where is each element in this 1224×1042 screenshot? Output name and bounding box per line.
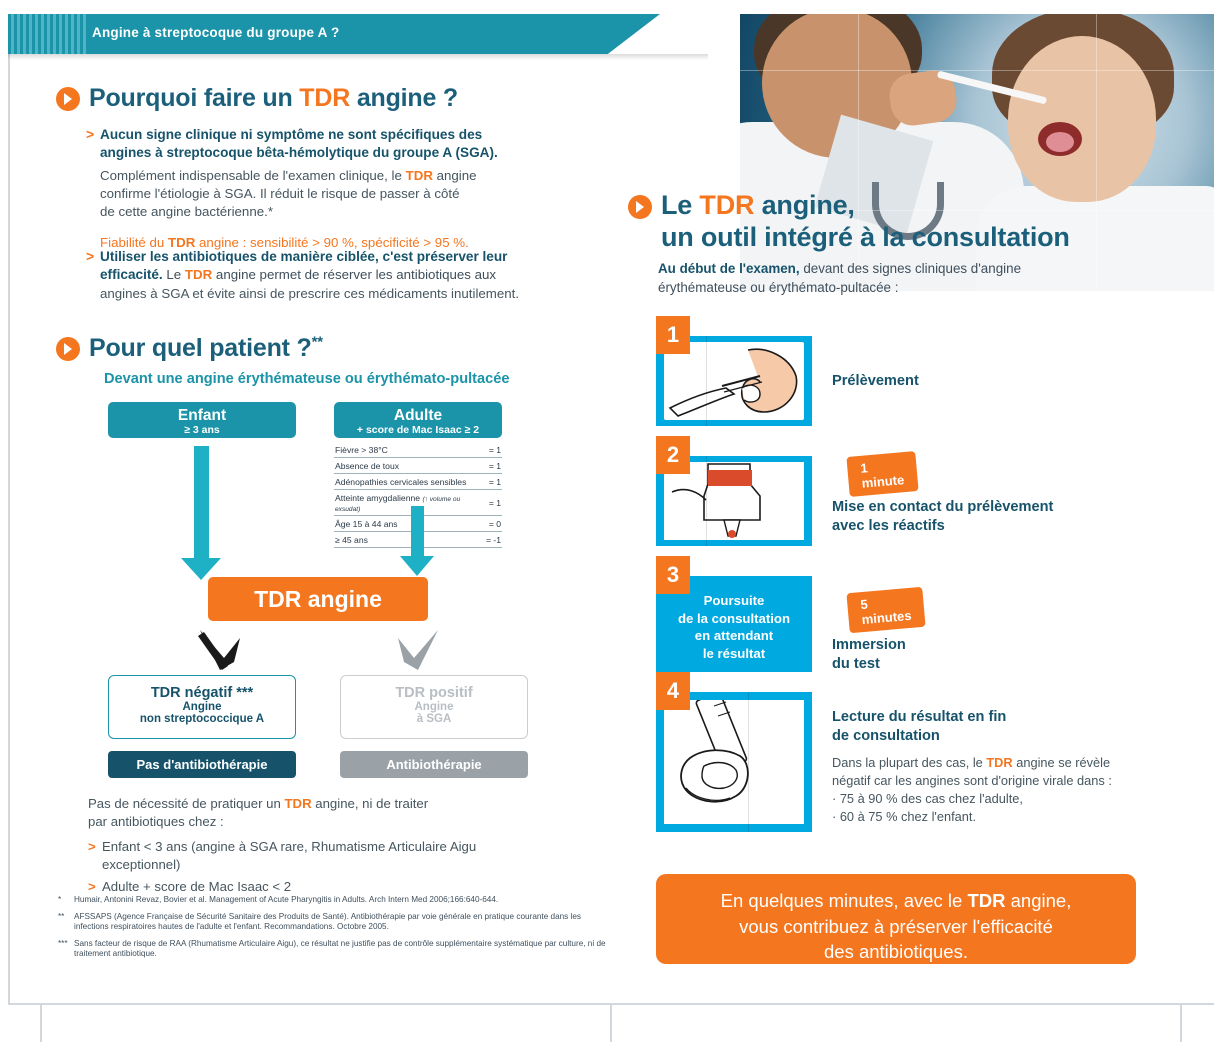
result-positive-line2: Angine bbox=[414, 701, 454, 713]
after-item2: Adulte + score de Mac Isaac < 2 bbox=[102, 878, 292, 894]
item1-sub bbox=[100, 167, 596, 185]
result-positive-line3: à SGA bbox=[416, 713, 452, 725]
step-1-label: Prélèvement bbox=[832, 373, 919, 389]
item2-sub-line2: angines à SGA et évite ainsi de prescrire ces médicaments inutilement. bbox=[100, 285, 520, 301]
section3-sub-line2: érythémateuse ou érythémato-pultacée : bbox=[658, 279, 899, 295]
step-4-body-tdr: TDR bbox=[986, 755, 1013, 770]
final-line1-tdr: TDR bbox=[967, 890, 1006, 911]
item2-sub-tdr: TDR bbox=[184, 267, 213, 283]
step-3-inner-line2: de la consultation bbox=[677, 610, 791, 626]
mac-isaac-criterion: Fièvre > 38°C bbox=[334, 442, 472, 458]
section2-heading-note: ** bbox=[311, 333, 323, 351]
result-negative-box bbox=[108, 675, 296, 739]
box-adulte-sub: + score de Mac Isaac ≥ 2 bbox=[356, 424, 480, 437]
step-2-number: 2 bbox=[656, 436, 690, 474]
step-3-inner-line4: le résultat bbox=[702, 646, 766, 662]
arrow-enfant-shaft bbox=[194, 446, 209, 564]
crop-tick-right bbox=[1180, 1004, 1182, 1042]
footnote bbox=[58, 912, 606, 933]
step-3-time-badge: 5 minutes bbox=[846, 587, 925, 633]
arrow-adulte-head bbox=[400, 556, 434, 576]
pill-no-antibiotic: Pas d'antibiothérapie bbox=[108, 751, 296, 778]
section3-sub-rest: devant des signes cliniques d'angine bbox=[799, 261, 1022, 276]
item1-sub-b: angine bbox=[432, 167, 477, 183]
pill-antibiotic: Antibiothérapie bbox=[340, 751, 528, 778]
mac-isaac-row bbox=[334, 458, 502, 474]
footnote-text: AFSSAPS (Agence Française de Sécurité Sanitaire des Produits de Santé). Antibiothérapie par voie générale en pratique courante dans les infections respiratoires hautes de l'adulte et l'enfant. Recommandations. Octobre 2005. bbox=[74, 911, 582, 931]
step-4-image bbox=[656, 692, 812, 832]
step-4-body-line3: · 75 à 90 % des cas chez l'adulte, bbox=[832, 791, 1023, 807]
step-4-body-line4: · 60 à 75 % chez l'enfant. bbox=[832, 809, 977, 825]
footnote-text: Humair, Antonini Revaz, Bovier et al. Management of Acute Pharyngitis in Adults. Arch Intern Med 2006;166:640-644. bbox=[74, 895, 499, 904]
section3-heading-line2: un outil intégré à la consultation bbox=[661, 222, 1070, 253]
step-4-number: 4 bbox=[656, 672, 690, 710]
footnote-text: Sans facteur de risque de RAA (Rhumatisme Articulaire Aigu), ce résultat ne justifie pas de contrôle supplémentaire systématique par culture, ni de traitement antibiotique. bbox=[74, 938, 606, 958]
step-1-number: 1 bbox=[656, 316, 690, 354]
step-4-label-line2: de consultation bbox=[832, 727, 940, 744]
footnote-marker: *** bbox=[58, 938, 68, 948]
after-line1-b: angine, ni de traiter bbox=[311, 796, 429, 811]
section2-subheading: Devant une angine érythémateuse ou érythémato-pultacée bbox=[104, 371, 510, 387]
section3-heading-part2: angine, bbox=[754, 190, 855, 220]
crop-tick-center bbox=[610, 1004, 612, 1042]
item2-line2 bbox=[100, 266, 596, 284]
crop-tick-left bbox=[40, 1004, 42, 1042]
reliability-b: angine : sensibilité > 90 %, spécificité > 95 %. bbox=[195, 234, 469, 250]
mac-isaac-value: = 1 bbox=[472, 458, 502, 474]
section3-heading bbox=[628, 190, 1148, 252]
section3-heading-part1: Le bbox=[661, 190, 700, 220]
after-item1-l1: Enfant < 3 ans (angine à SGA rare, Rhumatisme Articulaire Aigu bbox=[102, 838, 477, 854]
box-adulte bbox=[334, 402, 502, 438]
step-4-body bbox=[832, 754, 1172, 827]
result-negative-line2: Angine bbox=[182, 701, 222, 713]
chevron-bullet-icon: > bbox=[86, 248, 95, 264]
section1-heading-part2: angine ? bbox=[350, 84, 459, 112]
final-line3: des antibiotiques. bbox=[824, 941, 968, 963]
mac-isaac-value: = 1 bbox=[472, 442, 502, 458]
item2-sub-a: Le bbox=[162, 267, 185, 283]
frame-left-rule bbox=[8, 14, 10, 1004]
item2-sub-b: angine permet de réserver les antibiotiques aux bbox=[212, 267, 497, 283]
arrow-bullet-icon bbox=[628, 195, 652, 219]
footnotes bbox=[58, 895, 606, 966]
step-2-time-badge: 1 minute bbox=[846, 451, 918, 497]
item1-sub-line2: confirme l'étiologie à SGA. Il réduit le risque de passer à côté bbox=[100, 186, 460, 202]
arrow-positive-icon bbox=[386, 628, 446, 672]
reliability-tdr: TDR bbox=[168, 234, 196, 250]
mac-isaac-value: = -1 bbox=[472, 532, 502, 548]
after-line1 bbox=[88, 795, 608, 813]
result-positive-title: TDR positif bbox=[395, 685, 473, 701]
final-line2: vous contribuez à préserver l'efficacité bbox=[739, 915, 1053, 937]
arrow-negative-icon bbox=[194, 628, 254, 672]
photo-grid-line bbox=[740, 70, 1214, 71]
step-4-label bbox=[832, 708, 1172, 745]
step-4-body-a: Dans la plupart des cas, le bbox=[832, 755, 987, 770]
banner-title: Angine à streptocoque du groupe A ? bbox=[92, 25, 340, 40]
mac-isaac-criterion: Adénopathies cervicales sensibles bbox=[334, 474, 472, 490]
chevron-bullet-icon: > bbox=[88, 878, 96, 894]
mac-isaac-row bbox=[334, 474, 502, 490]
box-enfant bbox=[108, 402, 296, 438]
after-item1-l2: exceptionnel) bbox=[102, 857, 181, 873]
final-line1-a: En quelques minutes, avec le bbox=[720, 890, 968, 911]
item1-sub-tdr: TDR bbox=[405, 167, 433, 183]
box-enfant-sub: ≥ 3 ans bbox=[184, 424, 220, 437]
result-negative-line3: non streptococcique A bbox=[139, 713, 265, 725]
after-line1-tdr: TDR bbox=[284, 796, 312, 811]
flowchart bbox=[86, 398, 606, 798]
mac-isaac-criterion-note: (↑ volume ou exsudat) bbox=[335, 495, 461, 513]
step-3-number: 3 bbox=[656, 556, 690, 594]
photo-child-head bbox=[1008, 36, 1156, 202]
section3-subheading bbox=[658, 260, 1128, 298]
mac-isaac-criterion: Atteinte amygdalienne (↑ volume ou exsudat) bbox=[334, 490, 472, 516]
top-banner bbox=[8, 14, 624, 54]
mac-isaac-criterion: Absence de toux bbox=[334, 458, 472, 474]
mac-isaac-value: = 1 bbox=[472, 474, 502, 490]
item1-lead-line2: angines à streptocoque bêta-hémolytique du groupe A (SGA). bbox=[100, 145, 498, 161]
item2-lead-line2: efficacité. bbox=[100, 267, 163, 283]
section1-item-2 bbox=[86, 248, 596, 303]
final-line1-b: angine, bbox=[1005, 890, 1072, 911]
step-4-body-line2: négatif car les angines sont d'origine virale dans : bbox=[832, 773, 1112, 789]
step-4-label-line1: Lecture du résultat en fin bbox=[832, 709, 1007, 725]
item1-sub-a: Complément indispensable de l'examen clinique, le bbox=[100, 167, 406, 183]
step-2-label bbox=[832, 498, 1162, 535]
arrow-bullet-icon bbox=[56, 337, 80, 361]
banner-stripes bbox=[8, 14, 88, 54]
mac-isaac-criterion: Âge 15 à 44 ans bbox=[334, 516, 472, 532]
footnote-marker: * bbox=[58, 895, 62, 904]
step-3-label: Immersion du test bbox=[832, 637, 906, 672]
section2-footnote-block bbox=[88, 795, 608, 896]
item2-lead-line1: Utiliser les antibiotiques de manière ciblée, c'est préserver leur bbox=[100, 249, 508, 264]
section1-heading-part1: Pourquoi faire un bbox=[89, 84, 300, 112]
step-3-inner-line3: en attendant bbox=[694, 628, 774, 644]
box-adulte-title: Adulte bbox=[393, 407, 443, 424]
photo-child-tongue bbox=[1046, 132, 1074, 152]
step-4-body-b: angine se révèle bbox=[1012, 755, 1111, 770]
step-3-inner-line1: Poursuite bbox=[703, 593, 765, 608]
after-line1-a: Pas de nécessité de pratiquer un bbox=[88, 796, 285, 811]
section1-heading bbox=[56, 84, 458, 112]
arrow-bullet-icon bbox=[56, 87, 80, 111]
banner-shadow bbox=[8, 54, 708, 60]
result-negative-title: TDR négatif *** bbox=[150, 685, 254, 701]
tdr-angine-banner: TDR angine bbox=[208, 577, 428, 621]
section1-heading-tdr: TDR bbox=[299, 84, 351, 112]
footnote bbox=[58, 939, 606, 960]
mac-isaac-value: = 0 bbox=[472, 516, 502, 532]
step-2-label-line2: avec les réactifs bbox=[832, 517, 945, 534]
mac-isaac-row bbox=[334, 442, 502, 458]
section2-heading bbox=[56, 334, 323, 362]
item1-lead-line1: Aucun signe clinique ni symptôme ne sont spécifiques des bbox=[100, 127, 483, 142]
section1-item-1 bbox=[86, 126, 596, 250]
section2-heading-text: Pour quel patient ? bbox=[89, 334, 312, 362]
result-positive-box bbox=[340, 675, 528, 739]
box-enfant-title: Enfant bbox=[177, 407, 227, 424]
section3-heading-tdr: TDR bbox=[699, 190, 755, 220]
chevron-bullet-icon: > bbox=[86, 126, 95, 142]
reliability-a: Fiabilité du bbox=[100, 234, 168, 250]
footnote-marker: ** bbox=[58, 911, 65, 921]
footnote bbox=[58, 895, 606, 906]
mac-isaac-criterion: ≥ 45 ans bbox=[334, 532, 472, 548]
chevron-bullet-icon: > bbox=[88, 838, 96, 854]
item1-sub-line3: de cette angine bactérienne.* bbox=[100, 204, 273, 220]
step-2-label-line1: Mise en contact du prélèvement bbox=[832, 499, 1054, 515]
arrow-adulte-shaft bbox=[411, 506, 424, 562]
mac-isaac-value: = 1 bbox=[472, 490, 502, 516]
section3-sub-bold: Au début de l'examen, bbox=[658, 261, 800, 276]
final-callout bbox=[656, 874, 1136, 964]
after-line2: par antibiotiques chez : bbox=[88, 814, 224, 830]
